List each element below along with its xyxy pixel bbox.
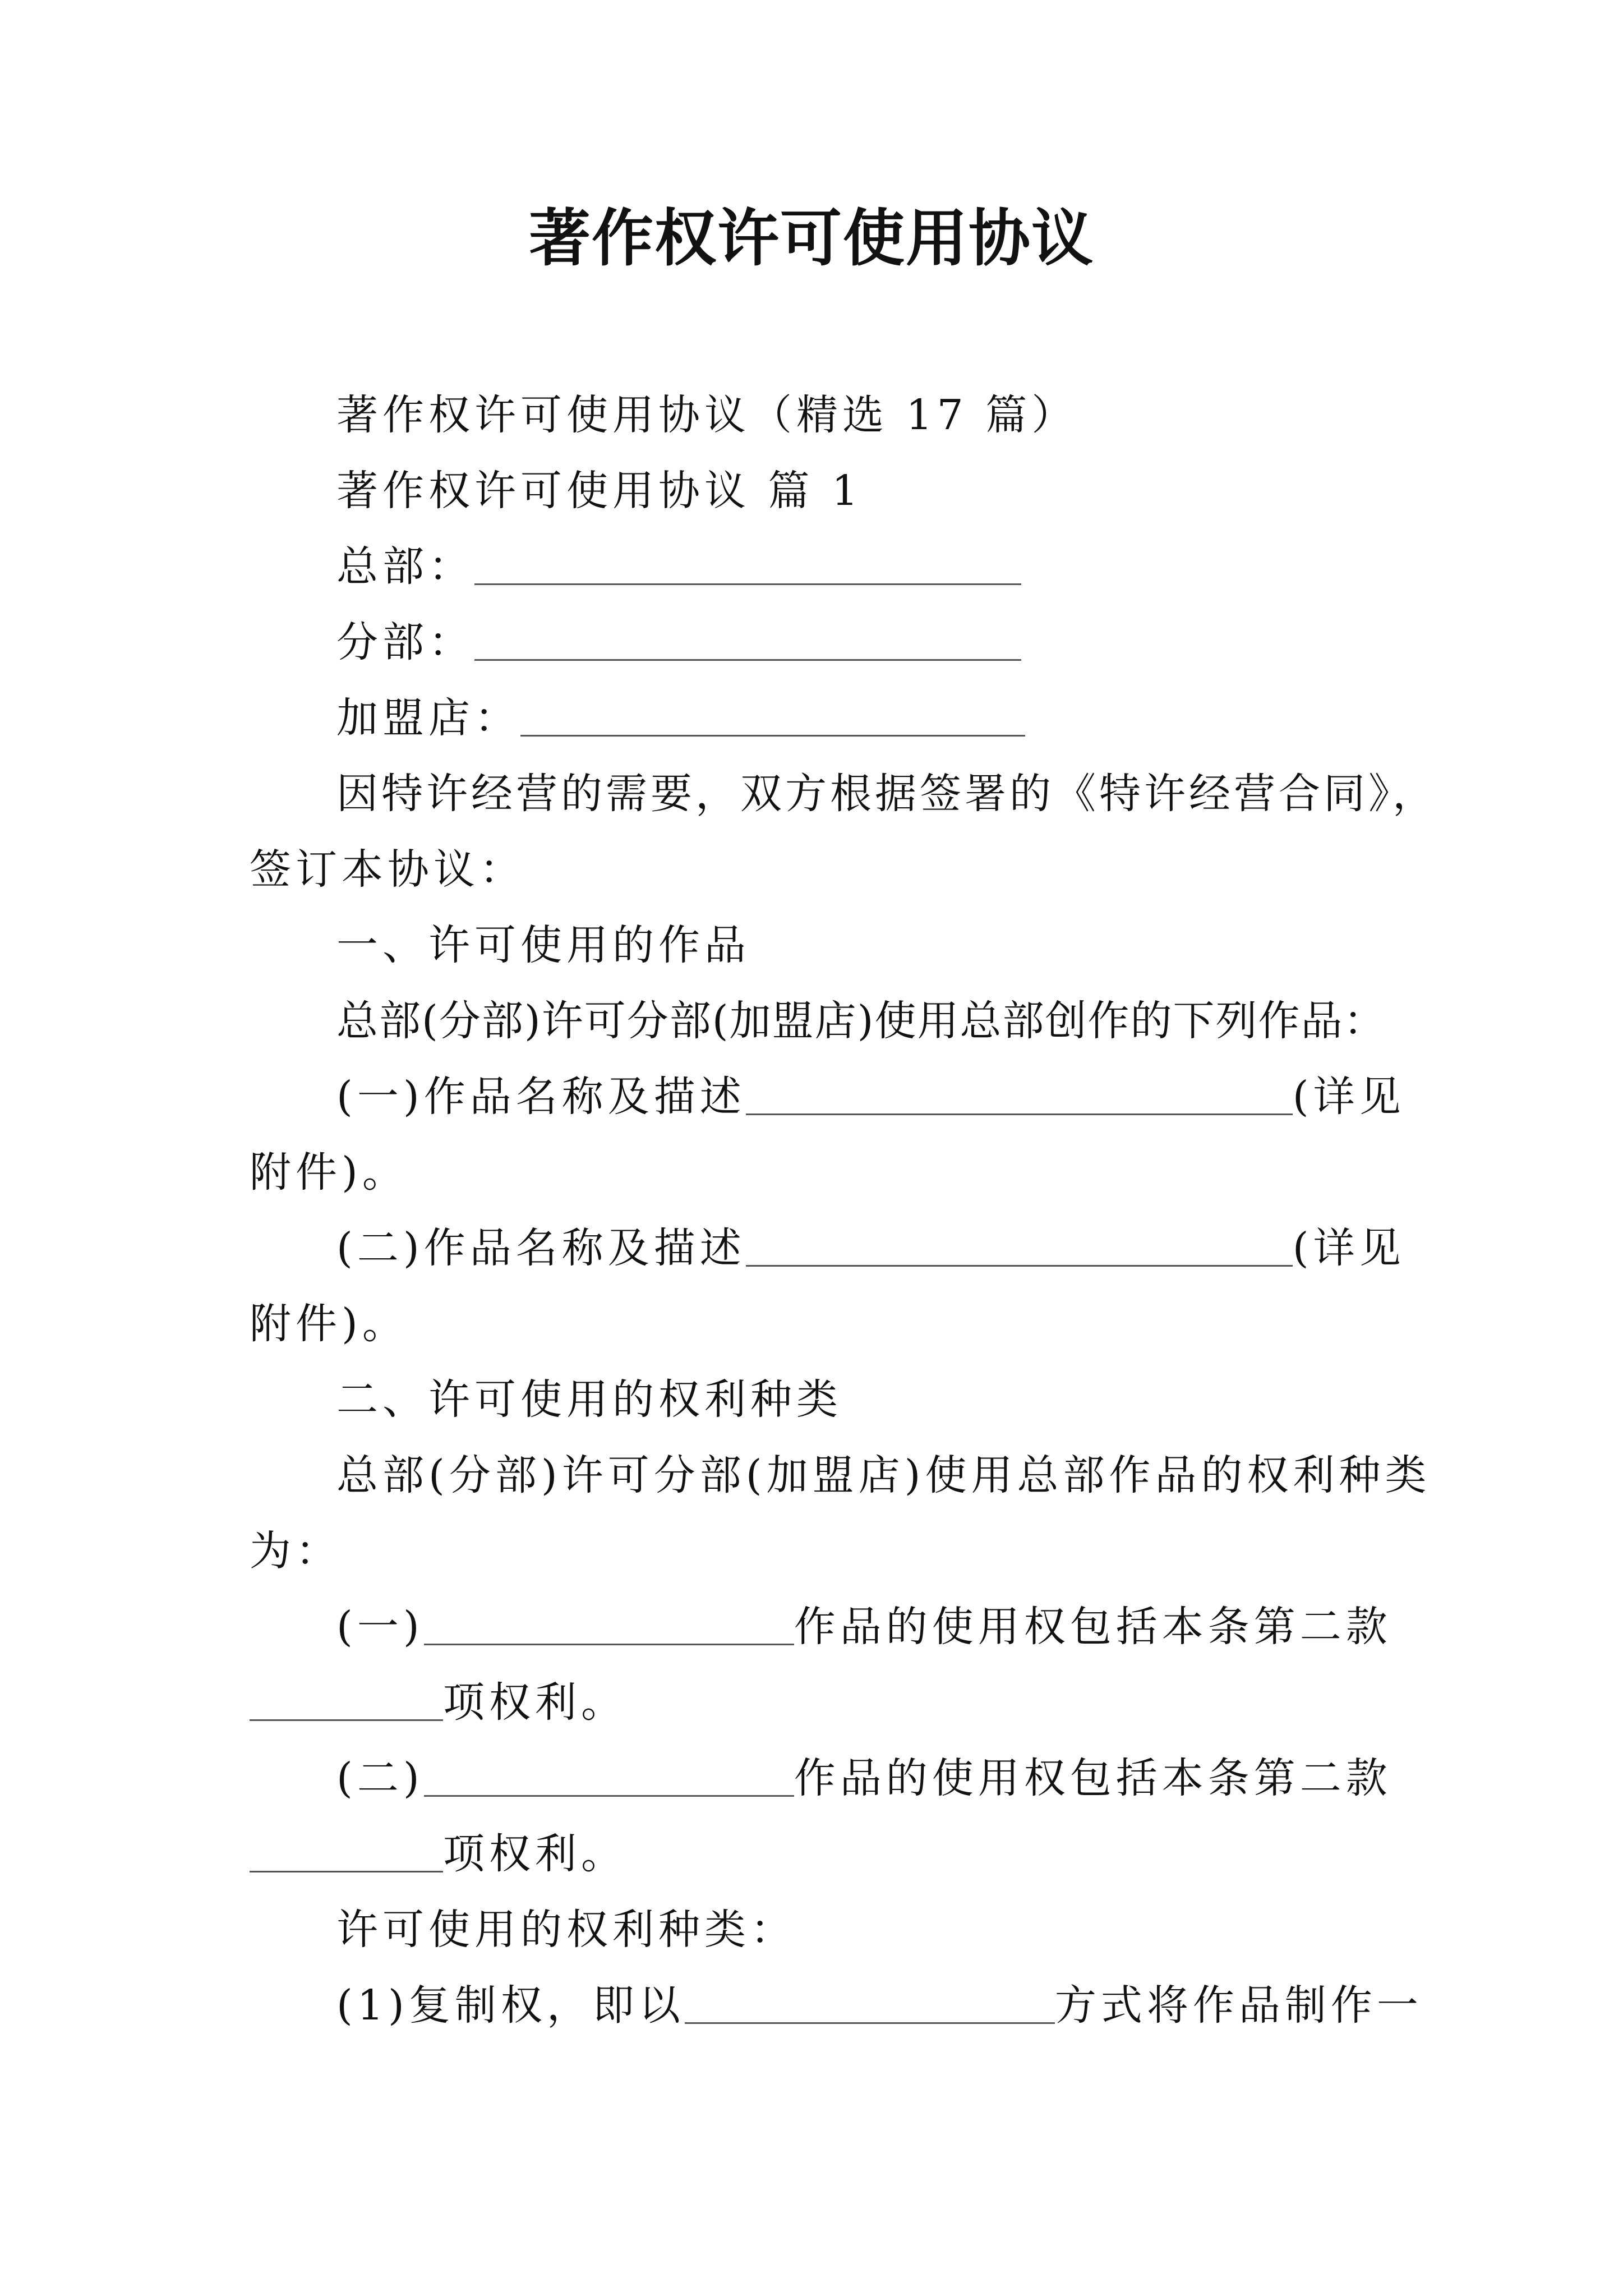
item-text: 作品的使用权包括本条第二款 [794,1754,1392,1802]
paragraph-line: 总部(分部)许可分部(加盟店)使用总部创作的下列作品： [336,997,1386,1045]
blank-line [424,1599,794,1645]
paragraph-line: 为： [250,1527,342,1575]
item-label: (二) [336,1754,424,1802]
work-item-1 [336,1069,1405,1125]
item-label: (一) [336,1603,424,1651]
field-label: 分部： [336,618,474,666]
blank-line [685,1977,1055,2024]
paragraph-line: 附件)。 [250,1300,408,1348]
rights-item-2 [336,1750,1392,1806]
blank-line [250,1674,443,1721]
field-headquarters [336,539,1021,595]
field-branch [336,614,1021,670]
paragraph-line: 签订本协议： [250,845,525,894]
item-suffix: (详见 [1292,1224,1405,1272]
field-label: 加盟店： [336,694,520,742]
blank-line [746,1220,1293,1267]
field-label: 总部： [336,542,474,591]
item-text: 作品的使用权包括本条第二款 [794,1603,1392,1651]
clause-heading: 一、许可使用的作品 [336,921,750,969]
blank-line [474,614,1021,661]
blank-line [520,690,1025,737]
item-text: 方式将作品制作一 [1054,1981,1423,2030]
paragraph-line: 因特许经营的需要，双方根据签署的《特许经营合同》， [336,770,1437,818]
blank-line [250,1826,443,1872]
item-text: 项权利。 [443,1678,627,1727]
rights-item-1 [336,1599,1392,1655]
paragraph-line: 总部(分部)许可分部(加盟店)使用总部作品的权利种类 [336,1451,1431,1499]
blank-line [474,539,1021,585]
section-heading: 著作权许可使用协议 篇 1 [336,467,863,515]
work-item-2 [336,1220,1405,1276]
item-label: (二)作品名称及描述 [336,1224,746,1272]
paragraph-line: 附件)。 [250,1148,408,1197]
clause-heading: 二、许可使用的权利种类 [336,1375,842,1424]
subtitle-line: 著作权许可使用协议（精选 17 篇） [336,391,1078,439]
item-suffix: (详见 [1292,1073,1405,1121]
rights-item-1-cont [250,1674,627,1731]
paragraph-line: 许可使用的权利种类： [336,1906,796,1954]
item-label: (一)作品名称及描述 [336,1073,746,1121]
field-franchise [336,690,1025,746]
rights-definition [336,1977,1423,2033]
blank-line [746,1069,1293,1115]
rights-item-2-cont [250,1826,627,1882]
blank-line [424,1750,794,1797]
document-title: 著作权许可使用协议 [529,202,1094,274]
item-text: 项权利。 [443,1830,627,1878]
item-label: (1)复制权，即以 [336,1981,685,2030]
